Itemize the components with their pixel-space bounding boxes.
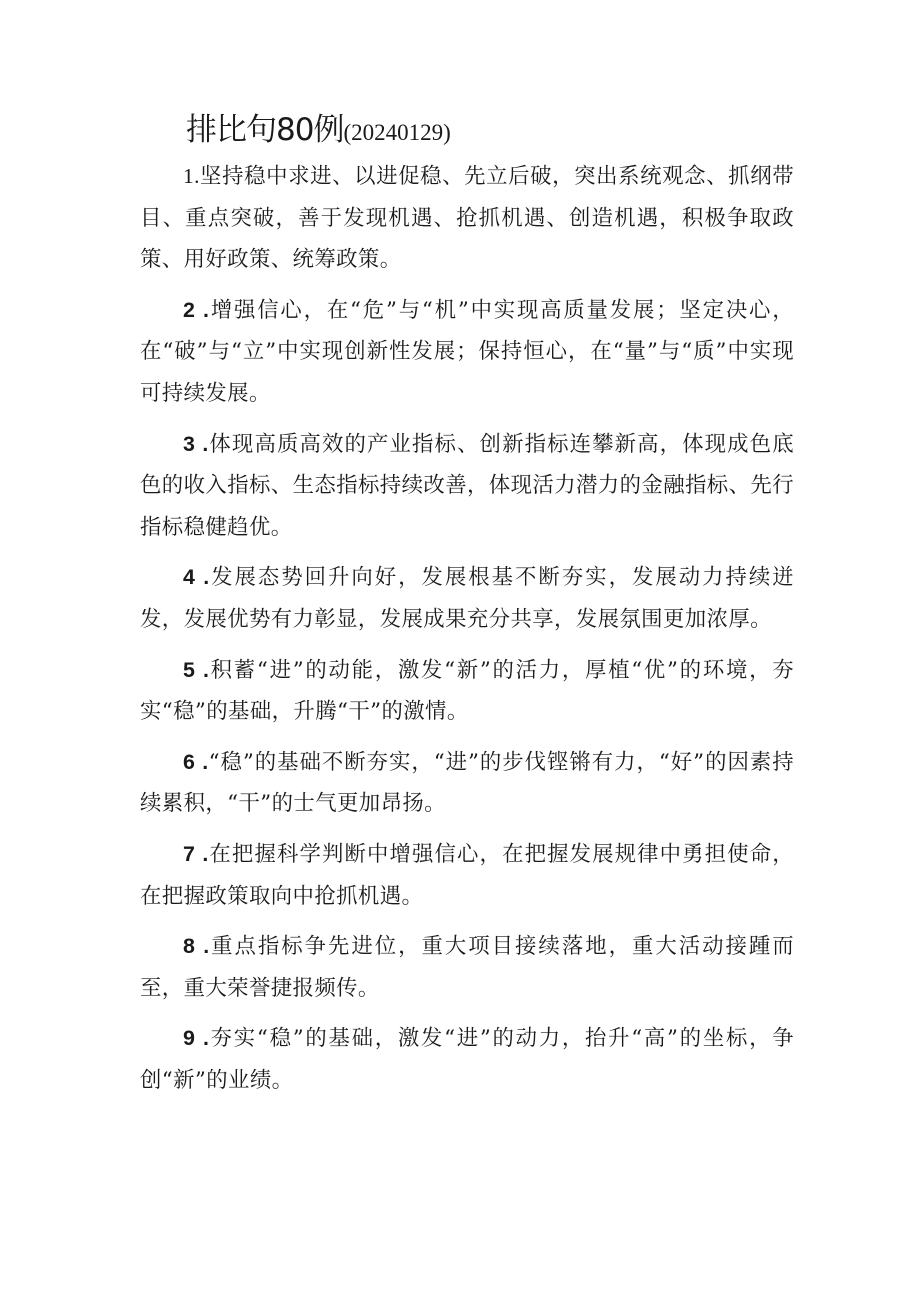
item-text: 增强信心，在“危”与“机”中实现高质量发展；坚定决心，在“破”与“立”中实现创新性发展；保持恒心，在“量”与“质”中实现可持续发展。 — [140, 297, 795, 406]
item-text: “稳”的基础不断夯实，“进”的步伐铿锵有力，“好”的因素持续累积，“干”的士气更加昂扬。 — [140, 749, 794, 817]
item-number: 2 . — [183, 297, 210, 322]
title-main: 排比句80例 — [186, 112, 344, 148]
list-item — [140, 424, 794, 549]
list-item — [140, 1018, 794, 1101]
document-body — [140, 156, 794, 1101]
item-text: 在把握科学判断中增强信心，在把握发展规律中勇担使命，在把握政策取向中抢抓机遇。 — [140, 841, 794, 909]
list-item — [140, 557, 794, 640]
item-number: 7 . — [183, 841, 209, 866]
list-item — [140, 834, 794, 917]
item-text: 体现高质高效的产业指标、创新指标连攀新高，体现成色底色的收入指标、生态指标持续改善，体现活力潜力的金融指标、先行指标稳健趋优。 — [140, 431, 794, 540]
item-number: 9 . — [183, 1026, 210, 1051]
item-number: 1. — [183, 164, 200, 188]
item-text: 发展态势回升向好，发展根基不断夯实，发展动力持续迸发，发展优势有力彰显，发展成果充分共享，发展氛围更加浓厚。 — [140, 565, 794, 632]
item-number: 5 . — [183, 657, 210, 682]
title-date: (20240129) — [343, 120, 451, 145]
list-item — [140, 156, 794, 281]
item-text: 坚持稳中求进、以进促稳、先立后破，突出系统观念、抓纲带目、重点突破，善于发现机遇、抢抓机遇、创造机遇，积极争取政策、用好政策、统筹政策。 — [140, 164, 794, 273]
item-number: 3 . — [183, 431, 209, 456]
item-text: 夯实“稳”的基础，激发“进”的动力，抬升“高”的坐标，争创“新”的业绩。 — [140, 1026, 794, 1093]
list-item — [140, 290, 794, 415]
item-text: 重点指标争先进位，重大项目接续落地，重大活动接踵而至，重大荣誉捷报频传。 — [140, 934, 794, 1001]
item-number: 8 . — [183, 934, 210, 959]
list-item — [140, 926, 794, 1009]
list-item — [140, 742, 794, 825]
item-number: 6 . — [183, 749, 209, 774]
item-text: 积蓄“进”的动能，激发“新”的活力，厚植“优”的环境，夯实“稳”的基础，升腾“干”的激情。 — [140, 657, 794, 725]
item-number: 4 . — [183, 565, 210, 590]
document-title — [186, 108, 451, 157]
list-item — [140, 650, 794, 733]
